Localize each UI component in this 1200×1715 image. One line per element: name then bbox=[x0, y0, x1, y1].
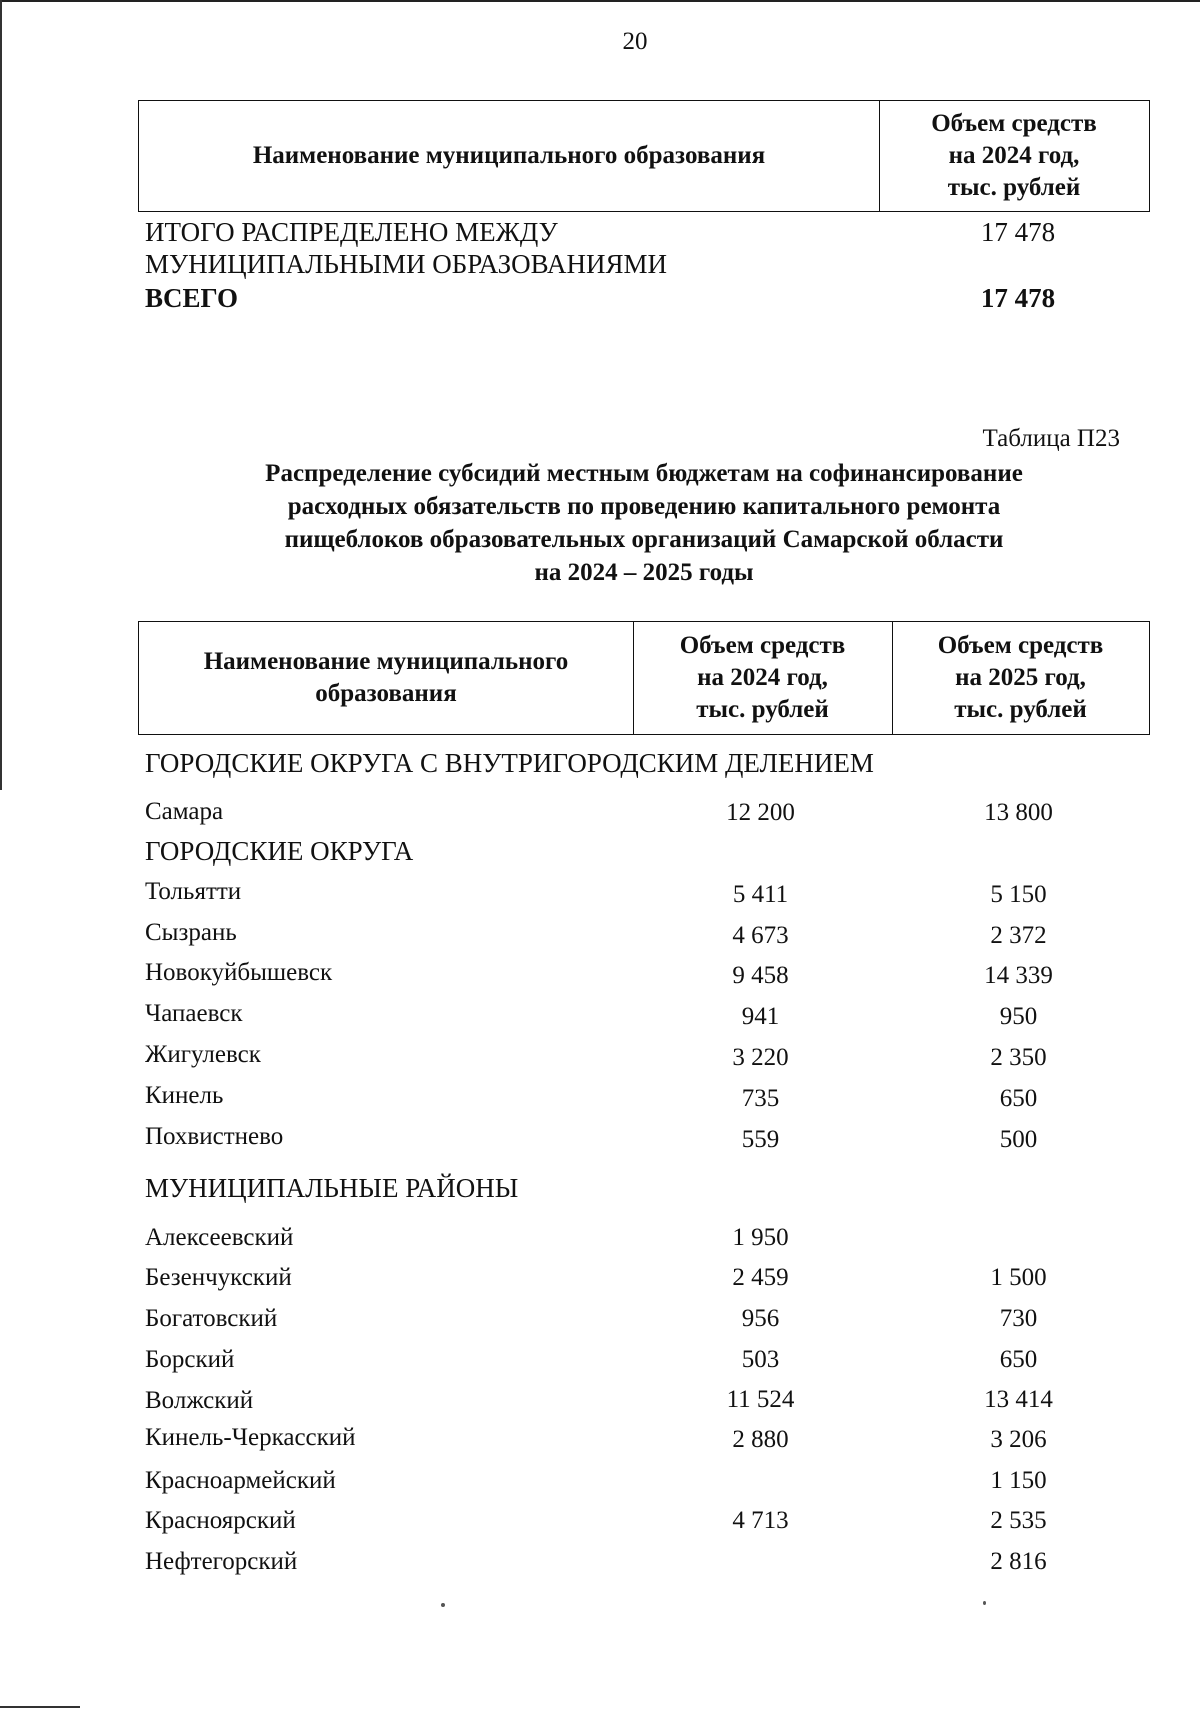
caption-line: пищеблоков образовательных организаций Самарской области bbox=[284, 526, 1004, 553]
table-row-2024: 3 220 bbox=[732, 1044, 789, 1071]
page-top-border bbox=[0, 0, 1200, 2]
table-row-name: Алексеевский bbox=[145, 1224, 294, 1251]
scan-speck bbox=[983, 1601, 986, 1605]
table-row-2025: 2 816 bbox=[990, 1548, 1047, 1575]
table2-header-name bbox=[204, 646, 569, 710]
table-row-2024: 559 bbox=[741, 1126, 780, 1153]
table-row-2024: 735 bbox=[741, 1085, 780, 1112]
table-row-2024: 1 950 bbox=[732, 1224, 789, 1251]
caption-line: расходных обязательств по проведению капитального ремонта bbox=[287, 493, 1001, 520]
section-title: ГОРОДСКИЕ ОКРУГА С ВНУТРИГОРОДСКИМ ДЕЛЕНИЕМ bbox=[145, 748, 874, 778]
table-row-name: Безенчукский bbox=[145, 1264, 292, 1291]
table2-header-2025-cell bbox=[892, 622, 1149, 734]
table-row-2025: 5 150 bbox=[990, 881, 1047, 908]
table-row-2024: 12 200 bbox=[726, 799, 795, 826]
table-row-2025: 13 414 bbox=[984, 1386, 1053, 1413]
table1-header bbox=[138, 100, 1150, 212]
table-row-2025: 14 339 bbox=[984, 962, 1053, 989]
table2-header-2025 bbox=[938, 630, 1104, 726]
table1-grand-total-label: ВСЕГО bbox=[145, 283, 239, 313]
table2-header-name-cell bbox=[139, 622, 634, 734]
table-row-name: Волжский bbox=[145, 1387, 254, 1414]
table1-total-distributed-label bbox=[145, 216, 667, 280]
table-row-name: Новокуйбышевск bbox=[145, 959, 333, 986]
table2-header-2024-cell bbox=[633, 622, 893, 734]
table-row-name: Красноармейский bbox=[145, 1467, 336, 1494]
table1-header-value-line: тыс. рублей bbox=[947, 174, 1081, 201]
table-row-2025: 2 350 bbox=[990, 1044, 1047, 1071]
table-row-name: Похвистнево bbox=[145, 1123, 284, 1150]
table-row-2025: 950 bbox=[999, 1003, 1038, 1030]
table-row-2025: 500 bbox=[999, 1126, 1038, 1153]
table1-header-value-line: на 2024 год, bbox=[948, 142, 1080, 169]
table1-header-value-cell bbox=[879, 101, 1149, 211]
table-caption bbox=[138, 457, 1150, 589]
table-row-2025: 1 500 bbox=[990, 1264, 1047, 1291]
table1-header-value-line: Объем средств bbox=[931, 110, 1097, 137]
table1-total-distributed-value: 17 478 bbox=[980, 217, 1056, 247]
page-bottom-mark bbox=[0, 1706, 80, 1708]
table-row-2024: 11 524 bbox=[726, 1386, 795, 1413]
page-number: 20 bbox=[622, 28, 648, 55]
caption-line: на 2024 – 2025 годы bbox=[534, 559, 754, 586]
table-row-2024: 956 bbox=[741, 1305, 780, 1332]
table-row-2025: 1 150 bbox=[990, 1467, 1047, 1494]
table-row-2024: 5 411 bbox=[732, 881, 789, 908]
table-row-name: Тольятти bbox=[145, 878, 242, 905]
table-row-2024: 9 458 bbox=[732, 962, 789, 989]
table-row-2024: 4 673 bbox=[732, 922, 789, 949]
table-row-name: Нефтегорский bbox=[145, 1548, 298, 1575]
table-label: Таблица П23 bbox=[982, 425, 1120, 452]
table2-header-name-line: Наименование муниципального bbox=[203, 648, 569, 675]
table-row-2024: 503 bbox=[741, 1346, 780, 1373]
table2-header-2024-line: Объем средств bbox=[679, 632, 846, 659]
table-row-2025: 3 206 bbox=[990, 1426, 1047, 1453]
table2-header-2024 bbox=[680, 630, 846, 726]
scan-speck bbox=[441, 1603, 445, 1607]
table2-header-2025-line: тыс. рублей bbox=[954, 696, 1087, 723]
table2-header-2024-line: тыс. рублей bbox=[696, 696, 829, 723]
table1-header-name: Наименование муниципального образования bbox=[252, 142, 766, 169]
table1-grand-total-value: 17 478 bbox=[980, 283, 1056, 313]
table-row-2025: 2 372 bbox=[990, 922, 1047, 949]
table2-header-2025-line: на 2025 год, bbox=[955, 664, 1086, 691]
table1-row-name-line: ИТОГО РАСПРЕДЕЛЕНО МЕЖДУ bbox=[145, 217, 558, 247]
table1-header-name-cell bbox=[139, 101, 880, 211]
table-row-2024: 4 713 bbox=[732, 1507, 789, 1534]
table-row-name: Самара bbox=[145, 798, 224, 825]
table-row-2025: 730 bbox=[999, 1305, 1038, 1332]
table1-row-name-line: МУНИЦИПАЛЬНЫМИ ОБРАЗОВАНИЯМИ bbox=[145, 249, 667, 279]
table2-header-name-line: образования bbox=[315, 680, 457, 707]
table-row-name: Красноярский bbox=[145, 1507, 296, 1534]
table2-header-2025-line: Объем средств bbox=[937, 632, 1104, 659]
table-row-2024: 2 880 bbox=[732, 1426, 789, 1453]
table-row-name: Сызрань bbox=[145, 919, 237, 946]
table-row-name: Богатовский bbox=[145, 1305, 278, 1332]
table-row-2024: 941 bbox=[741, 1003, 780, 1030]
table-row-2024: 2 459 bbox=[732, 1264, 789, 1291]
table1-header-value bbox=[931, 108, 1097, 204]
caption-line: Распределение субсидий местным бюджетам на софинансирование bbox=[265, 460, 1023, 487]
table2-header-2024-line: на 2024 год, bbox=[697, 664, 828, 691]
table-row-2025: 650 bbox=[999, 1085, 1038, 1112]
section-title: ГОРОДСКИЕ ОКРУГА bbox=[145, 836, 414, 866]
table-row-name: Борский bbox=[145, 1346, 235, 1373]
table-row-name: Чапаевск bbox=[145, 1000, 243, 1027]
table-row-name: Кинель-Черкасский bbox=[145, 1424, 356, 1451]
table2-header bbox=[138, 621, 1150, 735]
page-left-border bbox=[0, 0, 2, 790]
table-row-2025: 650 bbox=[999, 1346, 1038, 1373]
table-row-2025: 13 800 bbox=[984, 799, 1053, 826]
table-row-2025: 2 535 bbox=[990, 1507, 1047, 1534]
table-row-name: Жигулевск bbox=[145, 1041, 261, 1068]
table-row-name: Кинель bbox=[145, 1082, 224, 1109]
section-title: МУНИЦИПАЛЬНЫЕ РАЙОНЫ bbox=[145, 1173, 519, 1203]
